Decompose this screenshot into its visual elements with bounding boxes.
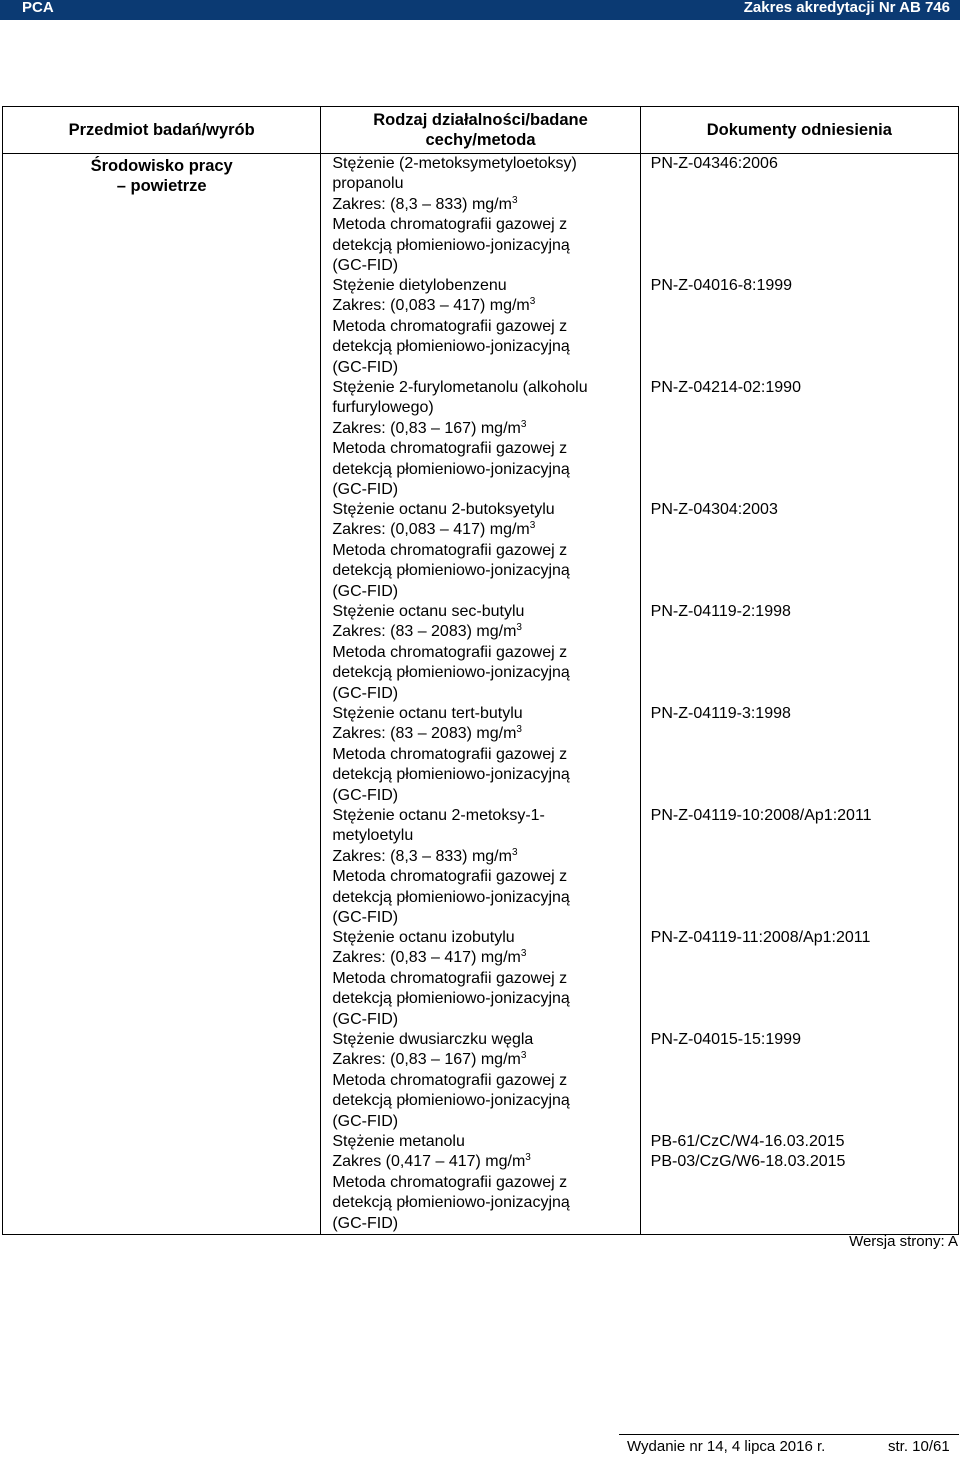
header-reference-docs: Dokumenty odniesienia [640,107,958,154]
unit-exponent: 3 [511,194,518,206]
unit-exponent: 3 [520,948,527,960]
method-entry [332,276,635,378]
table-row [3,154,959,1235]
range-line: Zakres: (0,083 – 417) $mg/m^3$ [332,296,536,315]
method-line: detekcją płomieniowo-jonizacyjną [332,990,570,1008]
method-line: Metoda chromatografii gazowej z [332,745,568,763]
reference-document: PN-Z-04119-10:2008/Ap1:2011 [650,807,872,824]
reference-document: PN-Z-04214-02:1990 [650,379,801,396]
method-line: metyloetylu [332,827,414,845]
unit-exponent: 3 [529,520,536,532]
method-line: furfurylowego) [332,399,434,417]
header-subject: Przedmiot badań/wyrób [3,107,321,154]
method-line: Metoda chromatografii gazowej z [332,541,568,559]
subject-line: – powietrze [116,177,207,195]
method-line: Stężenie octanu sec-butylu [332,603,525,620]
reference-entry [651,1030,954,1132]
method-line: detekcją płomieniowo-jonizacyjną [332,460,570,478]
method-line: detekcją płomieniowo-jonizacyjną [332,562,570,580]
method-entry [332,602,635,704]
header-scope-title: Zakres akredytacji Nr AB 746 [743,0,950,16]
method-line: Stężenie (2-metoksymetyloetoksy) [332,155,577,172]
method-line: (GC-FID) [332,257,399,275]
reference-document: PN-Z-04015-15:1999 [650,1031,801,1048]
method-line: detekcją płomieniowo-jonizacyjną [332,1092,570,1110]
method-entry [332,500,635,602]
range-line: Zakres (0,417 – 417) $mg/m^3$ [332,1152,531,1171]
reference-entry [651,276,954,378]
method-line: Stężenie metanolu [332,1133,465,1150]
method-line: Metoda chromatografii gazowej z [332,1071,568,1089]
method-line: Stężenie octanu 2-metoksy-1- [332,807,545,824]
method-line: Stężenie dietylobenzenu [332,277,507,294]
method-line: (GC-FID) [332,481,399,499]
range-line: Zakres: (0,83 – 167) $mg/m^3$ [332,418,527,437]
header-org: PCA [22,0,54,16]
reference-entry [651,602,954,704]
reference-document: PN-Z-04304:2003 [650,501,778,518]
method-line: detekcją płomieniowo-jonizacyjną [332,236,570,254]
method-line: (GC-FID) [332,1112,399,1130]
method-entry [332,704,635,806]
method-entry [332,1132,635,1234]
page-version-note: Wersja strony: A [849,1233,958,1250]
method-line: Metoda chromatografii gazowej z [332,868,568,886]
method-line: detekcją płomieniowo-jonizacyjną [332,1194,570,1212]
method-line: detekcją płomieniowo-jonizacyjną [332,766,570,784]
method-line: propanolu [332,175,404,193]
unit-exponent: 3 [511,846,518,858]
reference-entry [651,1132,954,1234]
reference-entry [651,500,954,602]
reference-document: PN-Z-04016-8:1999 [650,277,793,294]
footer-page-number: str. 10/61 [888,1438,950,1455]
method-line: Metoda chromatografii gazowej z [332,1173,568,1191]
references-cell [640,154,958,1235]
range-line: Zakres: (83 – 2083) $mg/m^3$ [332,622,522,641]
method-line: detekcją płomieniowo-jonizacyjną [332,664,570,682]
method-line: (GC-FID) [332,1214,399,1232]
method-line: Metoda chromatografii gazowej z [332,317,568,335]
method-line: (GC-FID) [332,786,399,804]
method-entry [332,928,635,1030]
header-activity: Rodzaj działalności/badane cechy/metoda [321,107,640,154]
range-line: Zakres: (8,3 – 833) $mg/m^3$ [332,846,518,865]
method-entry [332,378,635,500]
reference-document: PN-Z-04119-3:1998 [650,705,791,722]
reference-document: PN-Z-04119-11:2008/Ap1:2011 [650,929,871,946]
method-line: Metoda chromatografii gazowej z [332,216,568,234]
unit-exponent: 3 [516,622,522,634]
range-line: Zakres: (8,3 – 833) $mg/m^3$ [332,194,518,213]
method-line: (GC-FID) [332,684,399,702]
reference-document: PN-Z-04346:2006 [650,155,778,172]
range-line: Zakres: (0,083 – 417) $mg/m^3$ [332,520,536,539]
accreditation-scope-table [2,106,959,1235]
range-line: Zakres: (0,83 – 167) $mg/m^3$ [332,1050,527,1069]
method-line: (GC-FID) [332,1010,399,1028]
method-entry [332,1030,635,1132]
reference-entry [651,154,954,276]
page-header [0,0,960,20]
unit-exponent: 3 [516,724,522,736]
method-line: Metoda chromatografii gazowej z [332,440,568,458]
method-line: Metoda chromatografii gazowej z [332,969,568,987]
method-line: Stężenie 2-furylometanolu (alkoholu [332,379,588,396]
subject-cell [3,154,321,1235]
unit-exponent: 3 [529,296,536,308]
unit-exponent: 3 [520,418,527,430]
method-line: (GC-FID) [332,582,399,600]
method-line: detekcją płomieniowo-jonizacyjną [332,888,570,906]
method-line: Metoda chromatografii gazowej z [332,643,568,661]
footer-edition: Wydanie nr 14, 4 lipca 2016 r. [627,1438,826,1455]
subject-line: Środowisko pracy [90,157,233,175]
method-line: Stężenie octanu 2-butoksyetylu [332,501,555,518]
method-line: (GC-FID) [332,358,399,376]
footer-divider [619,1434,959,1435]
range-line: Zakres: (0,83 – 417) $mg/m^3$ [332,948,527,967]
reference-entry [651,378,954,500]
method-line: detekcją płomieniowo-jonizacyjną [332,338,570,356]
range-line: Zakres: (83 – 2083) $mg/m^3$ [332,724,522,743]
reference-entry [651,928,954,1030]
unit-exponent: 3 [525,1152,531,1164]
methods-cell [321,154,640,1235]
method-line: Stężenie dwusiarczku węgla [332,1031,534,1048]
reference-entry [651,704,954,806]
method-line: (GC-FID) [332,909,399,927]
reference-document: PN-Z-04119-2:1998 [650,603,791,620]
table-header-row [3,107,959,154]
method-entry [332,154,635,276]
reference-document: PB-03/CzG/W6-18.03.2015 [650,1153,846,1171]
method-entry [332,806,635,928]
unit-exponent: 3 [520,1050,527,1062]
reference-entry [651,806,954,928]
method-line: Stężenie octanu tert-butylu [332,705,523,722]
method-line: Stężenie octanu izobutylu [332,929,515,946]
reference-document: PB-61/CzC/W4-16.03.2015 [650,1133,845,1150]
